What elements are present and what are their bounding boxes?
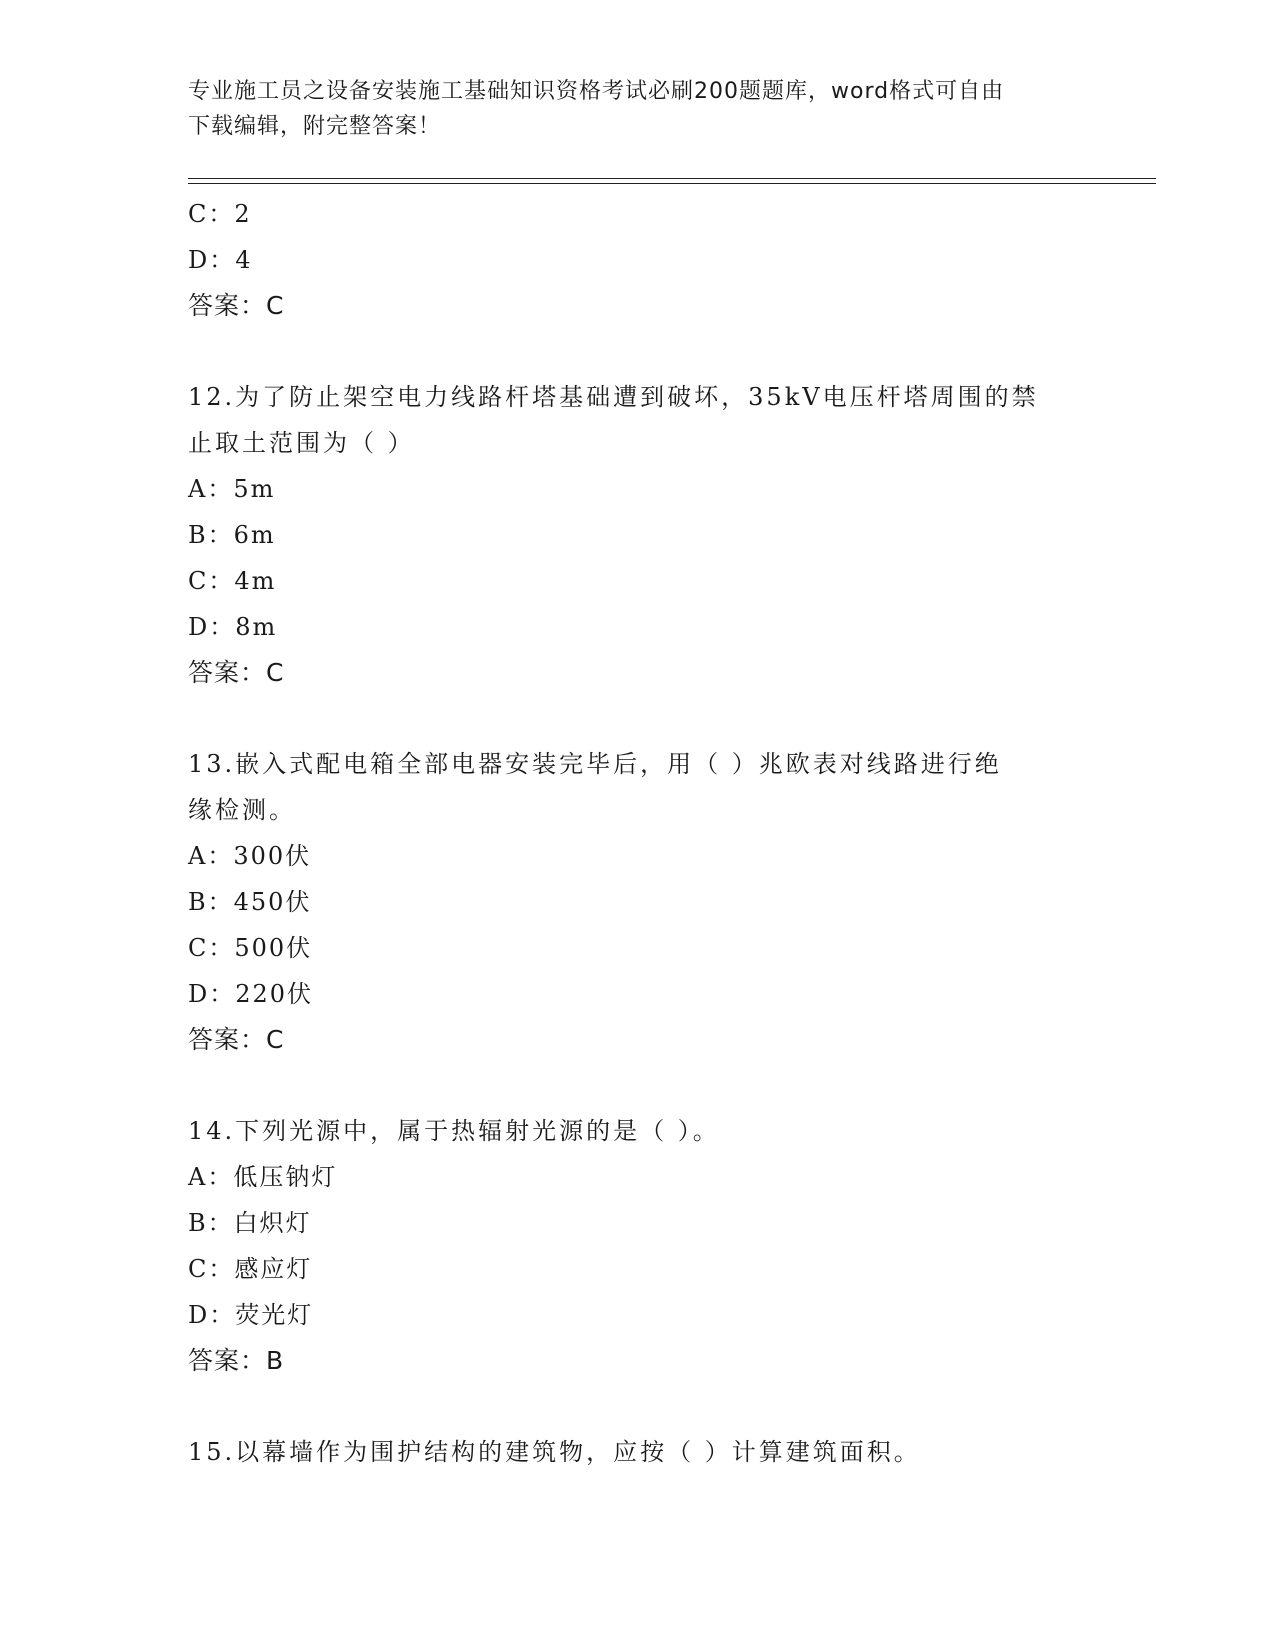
question-11-tail [188,191,1088,329]
question-13 [188,741,1088,1063]
spacer [188,1384,1088,1429]
answer-line: 答案：B [188,1346,285,1375]
spacer [188,696,1088,741]
header-line-2: 下载编辑，附完整答案！ [188,114,442,139]
option-d: D：荧光灯 [188,1301,314,1329]
header-divider-top [188,178,1156,179]
header-divider-bottom [188,183,1156,184]
option-b: B：450伏 [188,888,312,916]
question-stem-line: 缘检测。 [188,796,296,824]
option-d: D：220伏 [188,980,314,1008]
option-b: B：白炽灯 [188,1209,312,1237]
header-line-1: 专业施工员之设备安装施工基础知识资格考试必刷200题题库，word格式可自由 [188,79,1005,104]
option-c: C：500伏 [188,934,313,962]
question-12 [188,374,1088,696]
question-stem-line: 14.下列光源中，属于热辐射光源的是（ ）。 [188,1117,720,1145]
answer-line: 答案：C [188,658,285,687]
spacer [188,1063,1088,1108]
question-stem-line: 15.以幕墙作为围护结构的建筑物，应按（ ）计算建筑面积。 [188,1438,921,1466]
document-header [188,74,1068,144]
option-a: A：300伏 [188,842,312,870]
option-c: C：2 [188,200,252,228]
spacer [188,329,1088,374]
option-d: D：4 [188,246,253,274]
option-b: B：6m [188,521,276,549]
question-14 [188,1108,1088,1384]
question-stem-line: 止取土范围为（ ） [188,429,415,457]
option-a: A：低压钠灯 [188,1163,338,1191]
option-c: C：感应灯 [188,1255,313,1283]
question-15 [188,1429,1088,1475]
question-stem-line: 13.嵌入式配电箱全部电器安装完毕后，用（ ）兆欧表对线路进行绝 [188,750,1002,778]
question-stem-line: 12.为了防止架空电力线路杆塔基础遭到破坏，35kV电压杆塔周围的禁 [188,383,1039,411]
option-a: A：5m [188,475,276,503]
answer-line: 答案：C [188,291,285,320]
option-c: C：4m [188,567,277,595]
question-list [188,191,1088,1475]
option-d: D：8m [188,613,278,641]
answer-line: 答案：C [188,1025,285,1054]
